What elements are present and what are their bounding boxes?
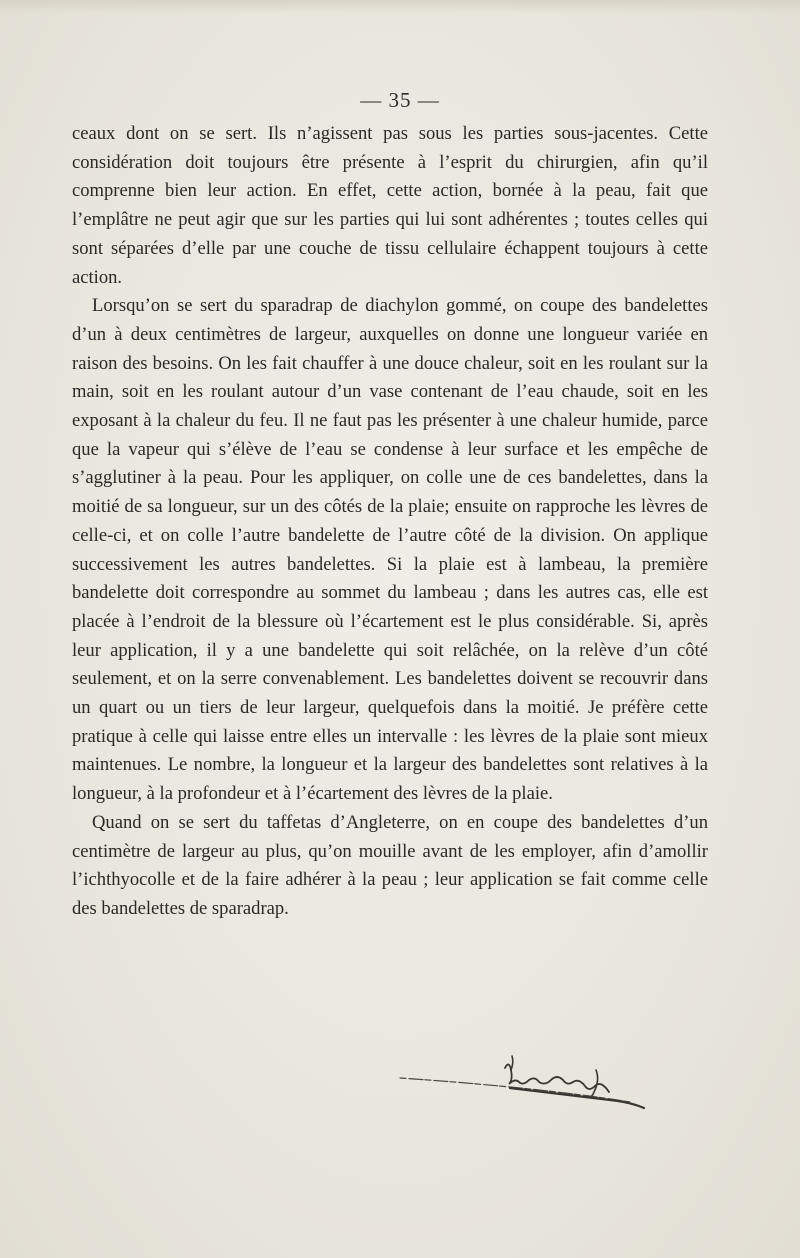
page-number: — 35 — (360, 88, 440, 112)
paragraph-continuation: ceaux dont on se sert. Ils n’agissent pas sous les parties sous-jacentes. Cette considération doit toujours être présente à l’esprit du chirurgien, afin qu’il comprenne bien leur action. En effet, cette action, bornée à la peau, fait que l’emplâtre ne peut agir que sur les parties qui lui sont adhérentes ; toutes celles qui sont séparées d’elle par une couche de tissu cellulaire échappent toujours à cette action. (72, 123, 708, 288)
page-top-edge (0, 0, 800, 14)
paragraph-taffetas: Quand on se sert du taffetas d’Angleterre, on en coupe des bandelettes d’un centimètre de largeur au plus, qu’on mouille avant de les employer, afin d’amollir l’ichthyocolle et de la faire adhérer à la peau ; leur application se fait comme celle des bandelettes de sparadrap. (72, 811, 708, 919)
body-text (72, 120, 708, 924)
paragraph-sparadrap: Lorsqu’on se sert du sparadrap de diachylon gommé, on coupe des bandelettes d’un à deux centimètres de largeur, auxquelles on donne une longueur variée en raison des besoins. On les fait chauffer à une douce chaleur, soit en les roulant sur la main, soit en les roulant autour d’un vase contenant de l’eau chaude, soit en les exposant à la chaleur du feu. Il ne faut pas les présenter à une chaleur humide, parce que la vapeur qui s’élève de l’eau se condense à leur surface et les empêche de s’agglutiner à la peau. Pour les appliquer, on colle une de ces bandelettes, dans la moitié de sa longueur, sur un des côtés de la plaie; ensuite on rapproche les lèvres de celle-ci, et on colle l’autre bandelette de l’autre côté de la division. On applique successivement les autres bandelettes. Si la plaie est à lambeau, la première bandelette doit correspondre au sommet du lambeau ; dans les autres cas, elle est placée à l’endroit de la blessure où l’écartement est le plus considérable. Si, après leur application, il y a une bandelette qui soit relâchée, on la relève d’un côté seulement, et on la serre convenablement. Les bandelettes doivent se recouvrir dans un quart ou un tiers de leur largeur, quelquefois dans la moitié. Je préfère cette pratique à celle qui laisse entre elles un intervalle : les lèvres de la plaie sont mieux maintenues. Le nombre, la longueur et la largeur des bandelettes sont relatives à la longueur, à la profondeur et à l’écartement des lèvres de la plaie. (72, 295, 708, 805)
handwritten-signature (360, 1050, 660, 1120)
